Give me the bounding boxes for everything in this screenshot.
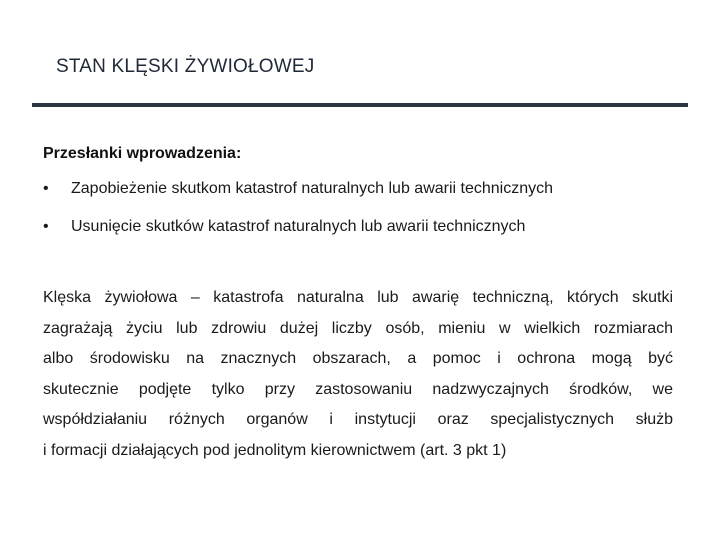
- bullet-icon: •: [43, 180, 49, 197]
- paragraph-line: albo środowisku na znacznych obszarach, a pomoc i ochrona mogą być: [43, 350, 673, 367]
- definition-paragraph: [43, 283, 673, 466]
- bullet-icon: •: [43, 218, 49, 235]
- paragraph-line: Klęska żywiołowa – katastrofa naturalna lub awarię techniczną, których skutki: [43, 289, 673, 306]
- paragraph-line: zagrażają życiu lub zdrowiu dużej liczby osób, mieniu w wielkich rozmiarach: [43, 319, 673, 337]
- paragraph-line: skutecznie podjęte tylko przy zastosowaniu nadzwyczajnych środków, we: [43, 380, 673, 398]
- bullet-text: Zapobieżenie skutkom katastrof naturalnych lub awarii technicznych: [71, 180, 554, 197]
- title-divider: [32, 103, 688, 107]
- section-heading: Przesłanki wprowadzenia:: [43, 145, 242, 162]
- paragraph-line: i formacji działających pod jednolitym kierownictwem (art. 3 pkt 1): [43, 441, 507, 459]
- bullet-text: Usunięcie skutków katastrof naturalnych lub awarii technicznych: [71, 218, 526, 235]
- paragraph-line: współdziałaniu różnych organów i instytucji oraz specjalistycznych służb: [43, 411, 673, 428]
- slide-title: STAN KLĘSKI ŻYWIOŁOWEJ: [56, 56, 315, 77]
